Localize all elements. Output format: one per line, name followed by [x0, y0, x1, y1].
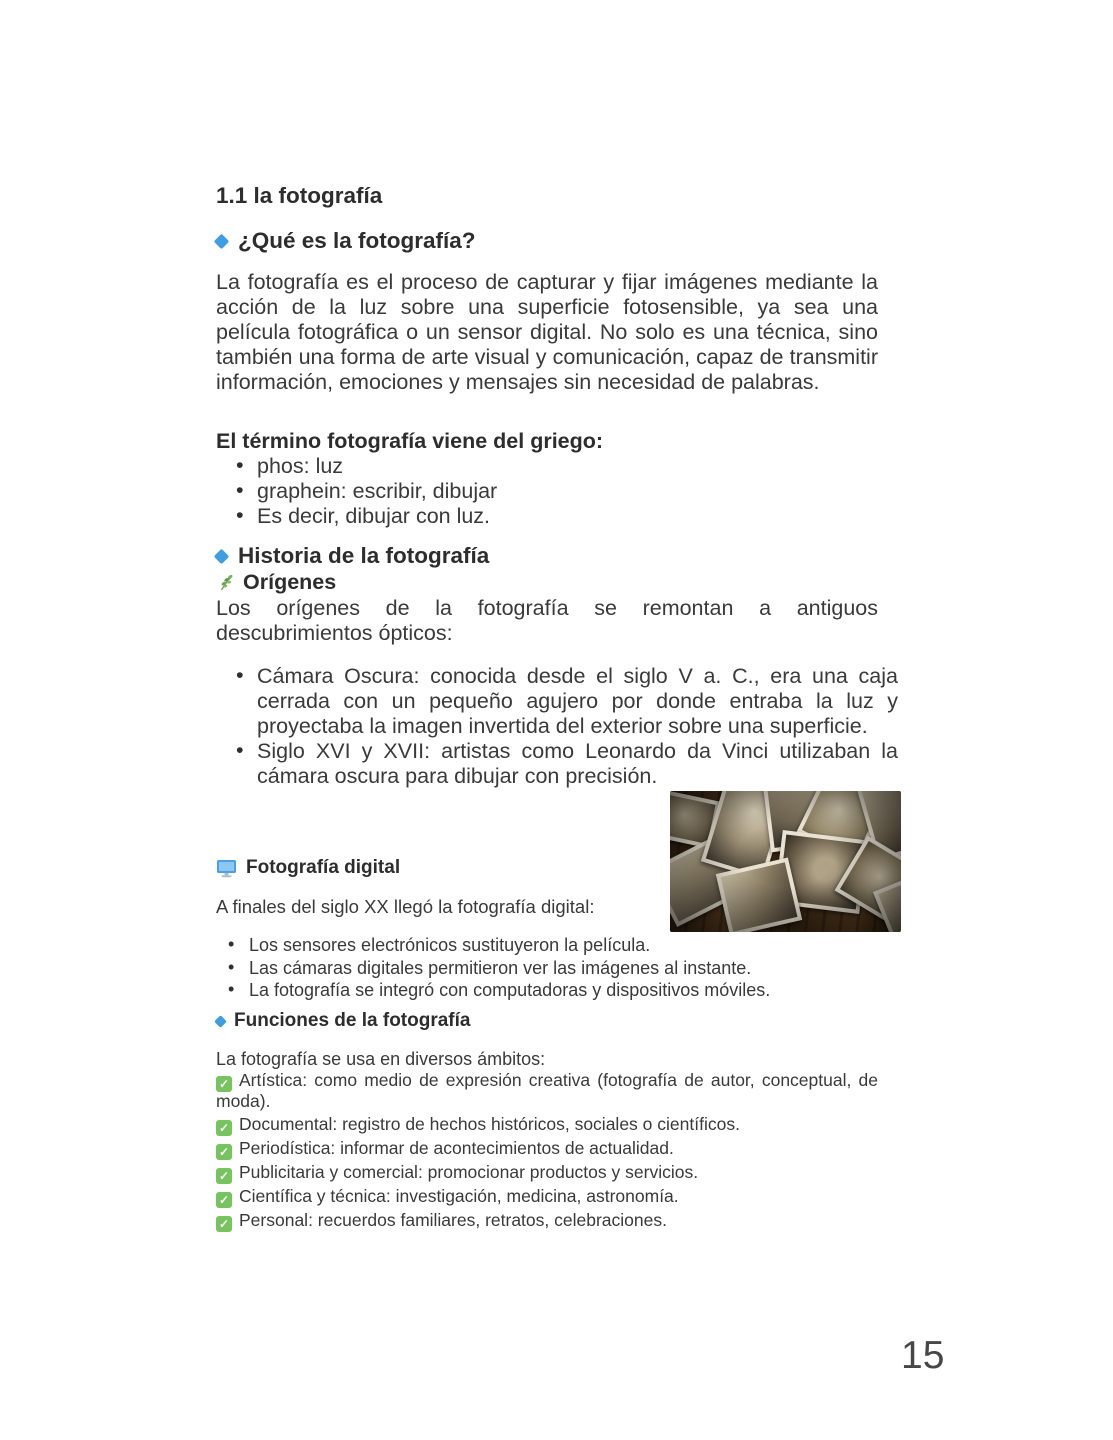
paragraph-funciones-intro: La fotografía se usa en diversos ámbitos:	[216, 1049, 546, 1069]
desktop-computer-icon	[216, 859, 237, 878]
historia-list	[216, 664, 898, 789]
check-mark-icon: ✓	[216, 1144, 232, 1160]
subheading-label: Orígenes	[243, 570, 337, 594]
vintage-photos-image	[670, 791, 901, 932]
check-item-label: Artística: como medio de expresión creativa (fotografía de autor, conceptual, de moda).	[216, 1070, 878, 1111]
herb-icon	[216, 573, 236, 593]
check-item-label: Científica y técnica: investigación, medicina, astronomía.	[239, 1185, 679, 1206]
list-item: • phos: luz	[236, 454, 878, 479]
check-mark-icon: ✓	[216, 1192, 232, 1208]
blue-diamond-icon	[214, 233, 230, 249]
list-item: • Los sensores electrónicos sustituyeron la película.	[228, 934, 890, 957]
paragraph-digital-intro: A finales del siglo XX llegó la fotografía digital:	[216, 896, 595, 917]
termino-list	[216, 454, 878, 529]
check-item	[216, 1115, 878, 1136]
check-item	[216, 1139, 878, 1160]
list-item: • graphein: escribir, dibujar	[236, 479, 878, 504]
section-heading-label: Fotografía digital	[246, 857, 401, 878]
section-heading-historia	[216, 543, 878, 569]
list-item: • Las cámaras digitales permitieron ver las imágenes al instante.	[228, 957, 890, 980]
section-heading-label: Historia de la fotografía	[238, 543, 490, 568]
list-item: • Siglo XVI y XVII: artistas como Leonardo da Vinci utilizaban la cámara oscura para dibujar con precisión.	[236, 739, 898, 789]
check-mark-icon: ✓	[216, 1076, 232, 1092]
check-mark-icon: ✓	[216, 1168, 232, 1184]
list-item: • La fotografía se integró con computadoras y dispositivos móviles.	[228, 979, 890, 1002]
subheading-origenes	[216, 570, 878, 595]
check-item-label: Personal: recuerdos familiares, retratos, celebraciones.	[239, 1209, 667, 1230]
check-item	[216, 1211, 878, 1232]
section-heading-funciones	[216, 1010, 878, 1032]
funciones-list	[216, 1071, 878, 1235]
list-item: • Cámara Oscura: conocida desde el siglo V a. C., era una caja cerrada con un pequeño agujero por donde entraba la luz y proyectaba la imagen invertida del exterior sobre una superficie.	[236, 664, 898, 739]
check-item	[216, 1071, 878, 1112]
blue-diamond-icon	[214, 548, 230, 564]
check-item	[216, 1163, 878, 1184]
check-item-label: Documental: registro de hechos históricos, sociales o científicos.	[239, 1113, 740, 1134]
check-item	[216, 1187, 878, 1208]
check-item-label: Publicitaria y comercial: promocionar productos y servicios.	[239, 1161, 699, 1182]
page-title: 1.1 la fotografía	[216, 183, 383, 208]
paragraph-origenes: Los orígenes de la fotografía se remontan a antiguos descubrimientos ópticos:	[216, 596, 878, 645]
section-heading-que-es	[216, 228, 878, 254]
check-item-label: Periodística: informar de acontecimientos de actualidad.	[239, 1137, 674, 1158]
section-termino	[216, 429, 878, 529]
section-heading-digital	[216, 857, 656, 879]
paragraph-que-es: La fotografía es el proceso de capturar y fijar imágenes mediante la acción de la luz sobre una superficie fotosensible, ya sea una película fotográfica o un sensor digital. No solo es una técnica, sino también una forma de arte visual y comunicación, capaz de transmitir información, emociones y mensajes sin necesidad de palabras.	[216, 270, 878, 394]
section-heading-label: Funciones de la fotografía	[234, 1010, 471, 1031]
page-number: 15	[901, 1334, 945, 1377]
section-heading-label: ¿Qué es la fotografía?	[238, 228, 476, 253]
termino-heading: El término fotografía viene del griego:	[216, 429, 604, 453]
check-mark-icon: ✓	[216, 1216, 232, 1232]
check-mark-icon: ✓	[216, 1120, 232, 1136]
blue-diamond-icon	[214, 1015, 227, 1028]
list-item: • Es decir, dibujar con luz.	[236, 504, 878, 529]
digital-list	[216, 934, 890, 1002]
